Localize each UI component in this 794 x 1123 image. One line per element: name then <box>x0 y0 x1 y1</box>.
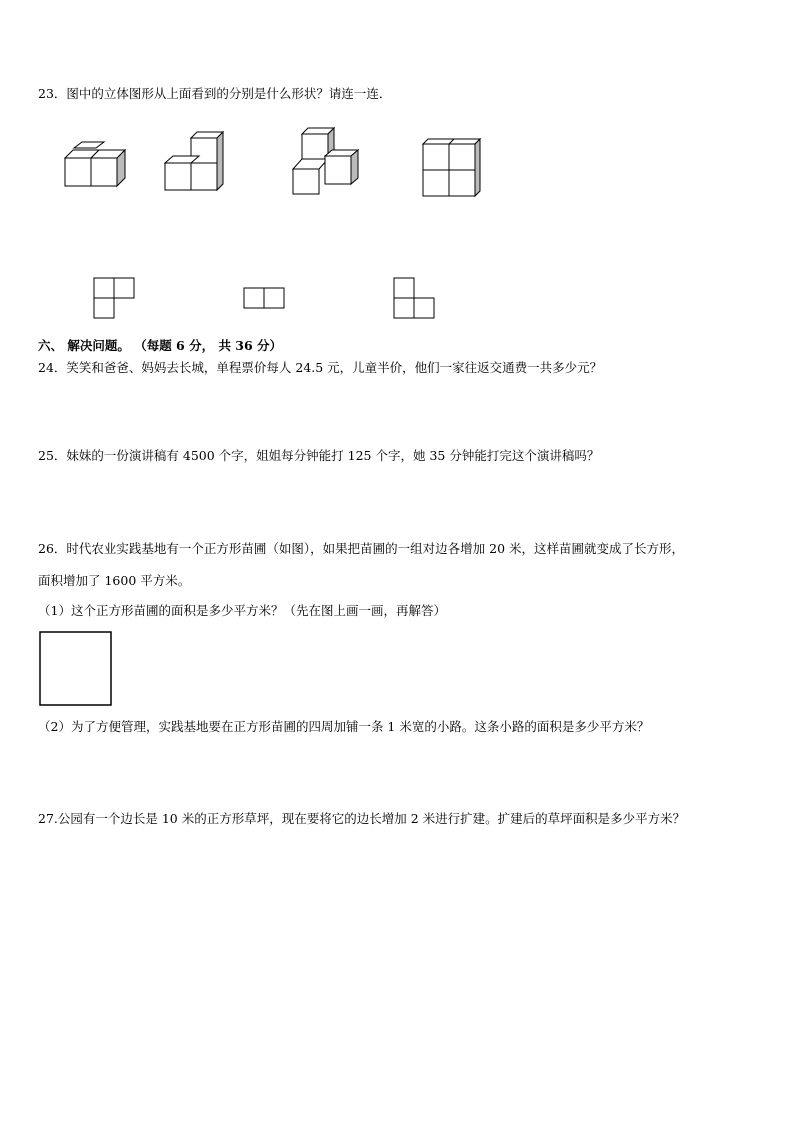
q25-text: 25．妹妹的一份演讲稿有 4500 个字，姐姐每分钟能打 125 个字，她 35 分钟能打完这个演讲稿吗？ <box>38 448 600 463</box>
solid-figure-2 <box>160 128 230 193</box>
solid-figure-1 <box>60 140 130 190</box>
q26-part1: （1）这个正方形苗圃的面积是多少平方米？（先在图上画一画，再解答） <box>38 603 446 618</box>
q24-text: 24．笑笑和爸爸、妈妈去长城，单程票价每人 24.5 元，儿童半价，他们一家往返交通费一共多少元？ <box>38 360 603 375</box>
q27-text: 27.公园有一个边长是 10 米的正方形草坪，现在要将它的边长增加 2 米进行扩建。扩建后的草坪面积是多少平方米？ <box>38 811 686 826</box>
q26-text-line2: 面积增加了 1600 平方米。 <box>38 573 191 588</box>
section-header: 六、 解决问题。 （每题 6 分， 共 36 分） <box>38 338 283 353</box>
q26-text-line1: 26．时代农业实践基地有一个正方形苗圃（如图），如果把苗圃的一组对边各增加 20 米，这样苗圃就变成了长方形， <box>38 541 685 556</box>
top-view-3 <box>392 276 437 321</box>
solid-figure-3 <box>288 124 368 199</box>
top-view-2 <box>242 286 287 311</box>
top-view-1 <box>92 276 137 321</box>
solid-figure-4 <box>418 136 488 201</box>
square-nursery-figure <box>38 630 114 708</box>
q23-text: 23．图中的立体图形从上面看到的分别是什么形状？请连一连． <box>38 86 392 101</box>
q26-part2: （2）为了方便管理，实践基地要在正方形苗圃的四周加铺一条 1 米宽的小路。这条小路的面积是多少平方米？ <box>38 719 650 734</box>
